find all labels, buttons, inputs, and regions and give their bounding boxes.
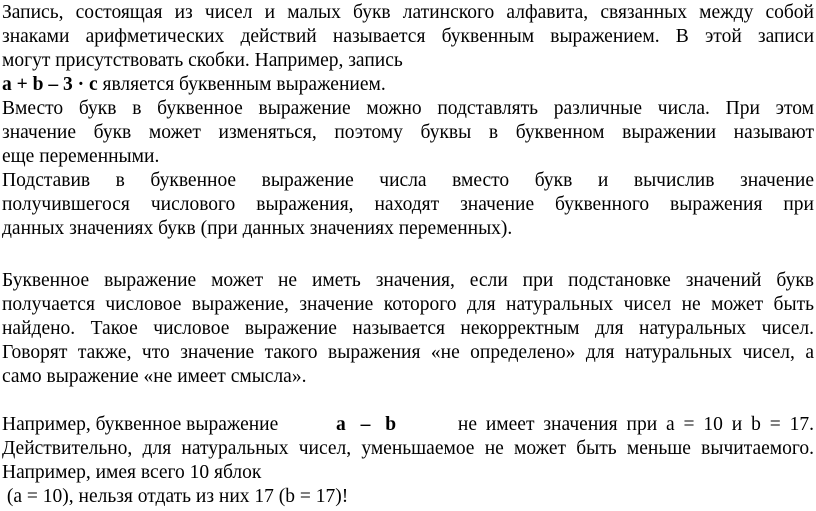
text-line: (a = 10), нельзя отдать из них 17 (b = 17)! xyxy=(2,486,349,507)
text-line: Говорят также, что значение такого выражения «не определено» для натуральных чисел, а xyxy=(2,342,814,363)
expression-bold: a + b – 3 · c xyxy=(2,74,98,95)
text-fragment: Например, буквенное выражение xyxy=(2,414,284,435)
text-line: Подставив в буквенное выражение числа вместо букв и вычислив значение xyxy=(2,170,814,191)
text-line xyxy=(2,73,814,97)
text-line: могут присутствовать скобки. Например, запись xyxy=(2,50,403,71)
text-line: само выражение «не имеет смысла». xyxy=(2,366,307,387)
text-line: Вместо букв в буквенное выражение можно подставлять различные числа. При этом xyxy=(2,98,814,119)
text-line: значение букв может изменяться, поэтому буквы в буквенном выражении называют xyxy=(2,122,814,143)
text-line: знаками арифметических действий называется буквенным выражением. В этой записи xyxy=(2,26,814,47)
text-line xyxy=(2,413,814,437)
text-line: получается числовое выражение, значение которого для натуральных чисел не может быть xyxy=(2,294,814,315)
text-fragment: является буквенным выражением. xyxy=(97,74,386,95)
text-fragment: не имеет значения при a = 10 и b = 17. xyxy=(449,414,814,435)
text-line: Буквенное выражение может не иметь значения, если при подстановке значений букв xyxy=(2,270,814,291)
text-line: Запись, состоящая из чисел и малых букв латинского алфавита, связанных между собой xyxy=(2,2,814,23)
text-line: найдено. Такое числовое выражение называется некорректным для натуральных чисел. xyxy=(2,318,814,339)
text-line: Действительно, для натуральных чисел, уменьшаемое не может быть меньше вычитаемого. xyxy=(2,438,814,459)
text-line: получившегося числового выражения, находят значение буквенного выражения при xyxy=(2,194,814,215)
text-line: еще переменными. xyxy=(2,146,160,167)
expression-bold: a – b xyxy=(336,414,397,435)
text-line: Например, имея всего 10 яблок xyxy=(2,462,262,483)
text-line: данных значениях букв (при данных значениях переменных). xyxy=(2,218,513,239)
